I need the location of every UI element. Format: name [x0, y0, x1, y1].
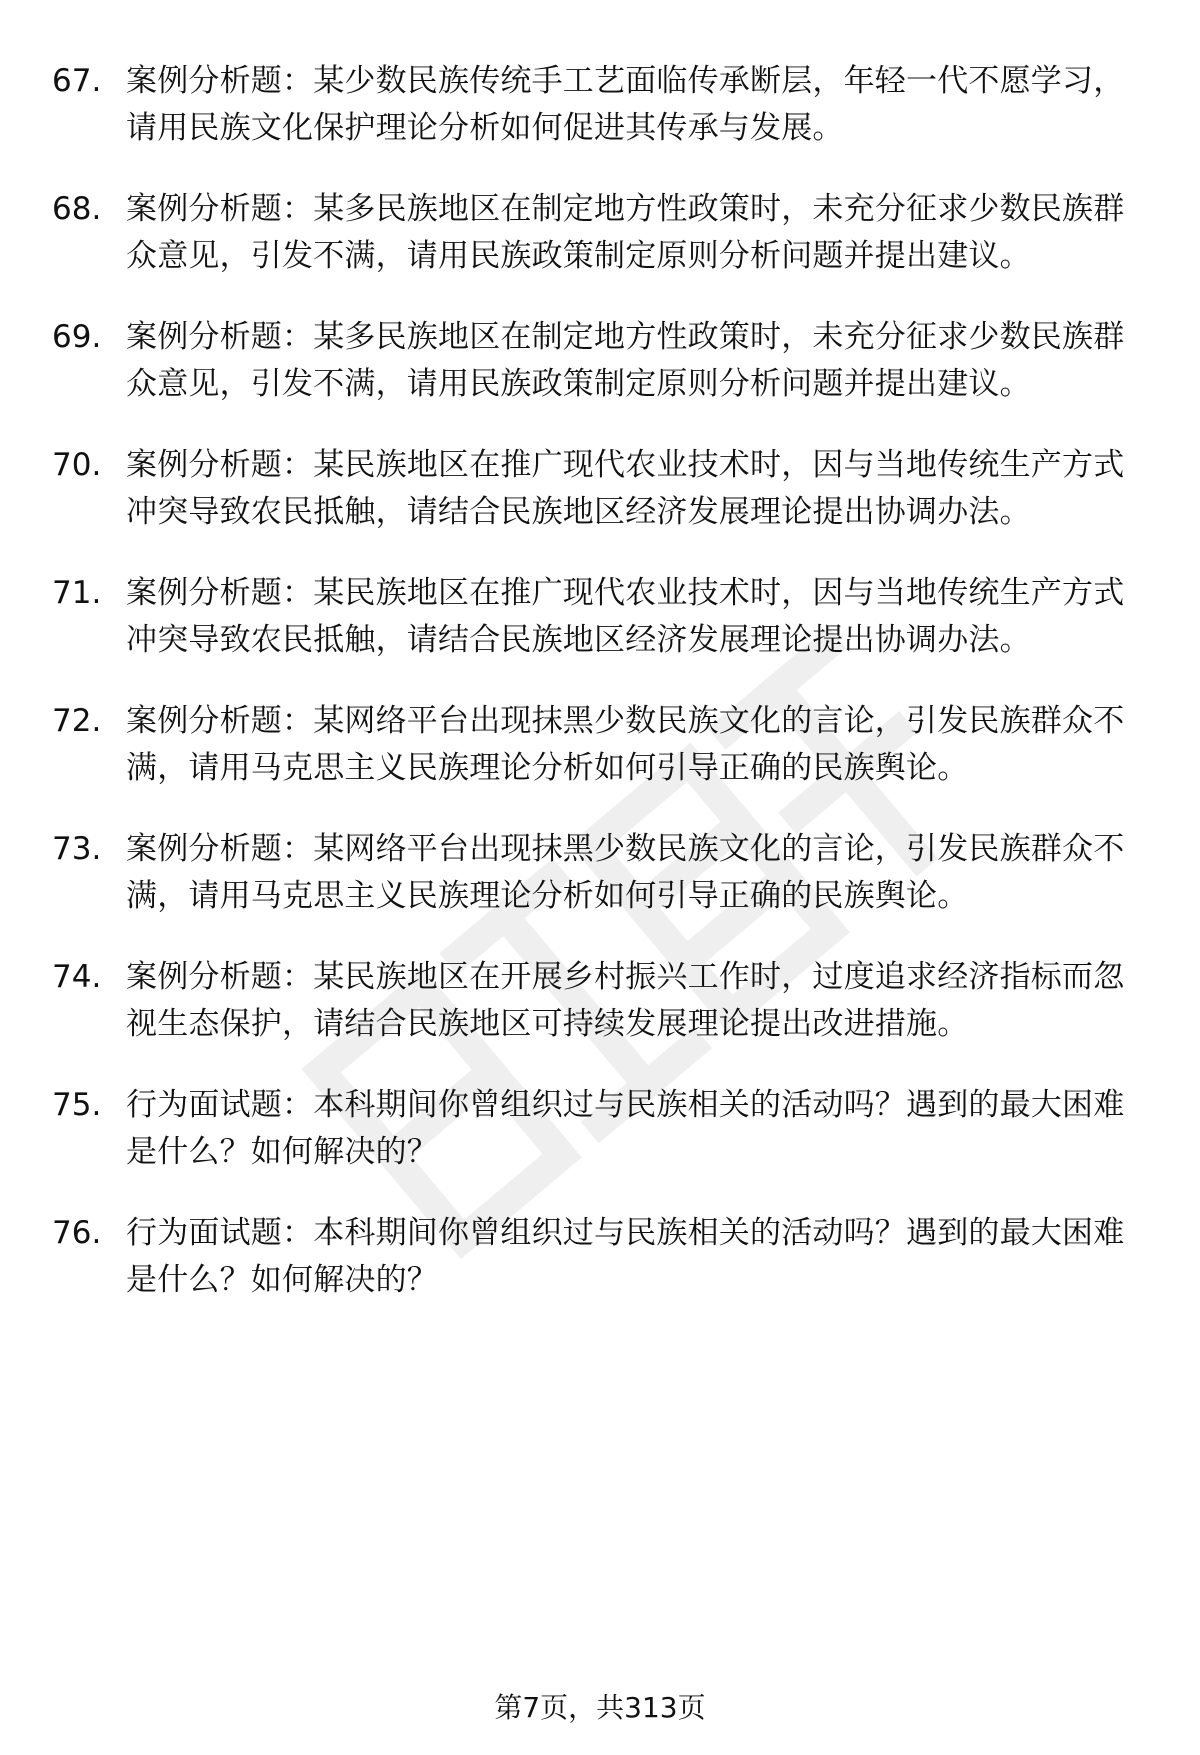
question-text: 行为面试题：本科期间你曾组织过与民族相关的活动吗？遇到的最大困难是什么？如何解决的？ [126, 1087, 1125, 1170]
question-number: 75. [52, 1087, 102, 1123]
question-number: 76. [52, 1215, 102, 1251]
question-text: 案例分析题：某网络平台出现抹黑少数民族文化的言论，引发民族群众不满，请用马克思主义民族理论分析如何引导正确的民族舆论。 [126, 703, 1125, 786]
question-number: 70. [52, 447, 102, 483]
question-item [52, 314, 1152, 408]
question-item [52, 954, 1152, 1048]
question-number: 67. [52, 63, 102, 99]
page-footer: 第7页，共313页 [494, 1691, 706, 1724]
question-text: 案例分析题：某民族地区在开展乡村振兴工作时，过度追求经济指标而忽视生态保护，请结合民族地区可持续发展理论提出改进措施。 [126, 959, 1125, 1042]
question-list [52, 58, 1152, 1338]
question-number: 74. [52, 959, 102, 995]
question-text: 行为面试题：本科期间你曾组织过与民族相关的活动吗？遇到的最大困难是什么？如何解决的？ [126, 1215, 1125, 1298]
question-item [52, 698, 1152, 792]
question-text: 案例分析题：某民族地区在推广现代农业技术时，因与当地传统生产方式冲突导致农民抵触，请结合民族地区经济发展理论提出协调办法。 [126, 575, 1125, 658]
question-item [52, 186, 1152, 280]
question-item [52, 442, 1152, 536]
question-text: 案例分析题：某民族地区在推广现代农业技术时，因与当地传统生产方式冲突导致农民抵触，请结合民族地区经济发展理论提出协调办法。 [126, 447, 1125, 530]
question-item [52, 1082, 1152, 1176]
question-number: 69. [52, 319, 102, 355]
question-number: 73. [52, 831, 102, 867]
question-number: 68. [52, 191, 102, 227]
question-number: 71. [52, 575, 102, 611]
question-item [52, 570, 1152, 664]
question-item [52, 58, 1152, 152]
question-text: 案例分析题：某多民族地区在制定地方性政策时，未充分征求少数民族群众意见，引发不满，请用民族政策制定原则分析问题并提出建议。 [126, 319, 1125, 402]
question-item [52, 826, 1152, 920]
question-text: 案例分析题：某网络平台出现抹黑少数民族文化的言论，引发民族群众不满，请用马克思主义民族理论分析如何引导正确的民族舆论。 [126, 831, 1125, 914]
question-item [52, 1210, 1152, 1304]
question-text: 案例分析题：某少数民族传统手工艺面临传承断层，年轻一代不愿学习，请用民族文化保护理论分析如何促进其传承与发展。 [126, 63, 1125, 146]
question-number: 72. [52, 703, 102, 739]
question-text: 案例分析题：某多民族地区在制定地方性政策时，未充分征求少数民族群众意见，引发不满，请用民族政策制定原则分析问题并提出建议。 [126, 191, 1125, 274]
